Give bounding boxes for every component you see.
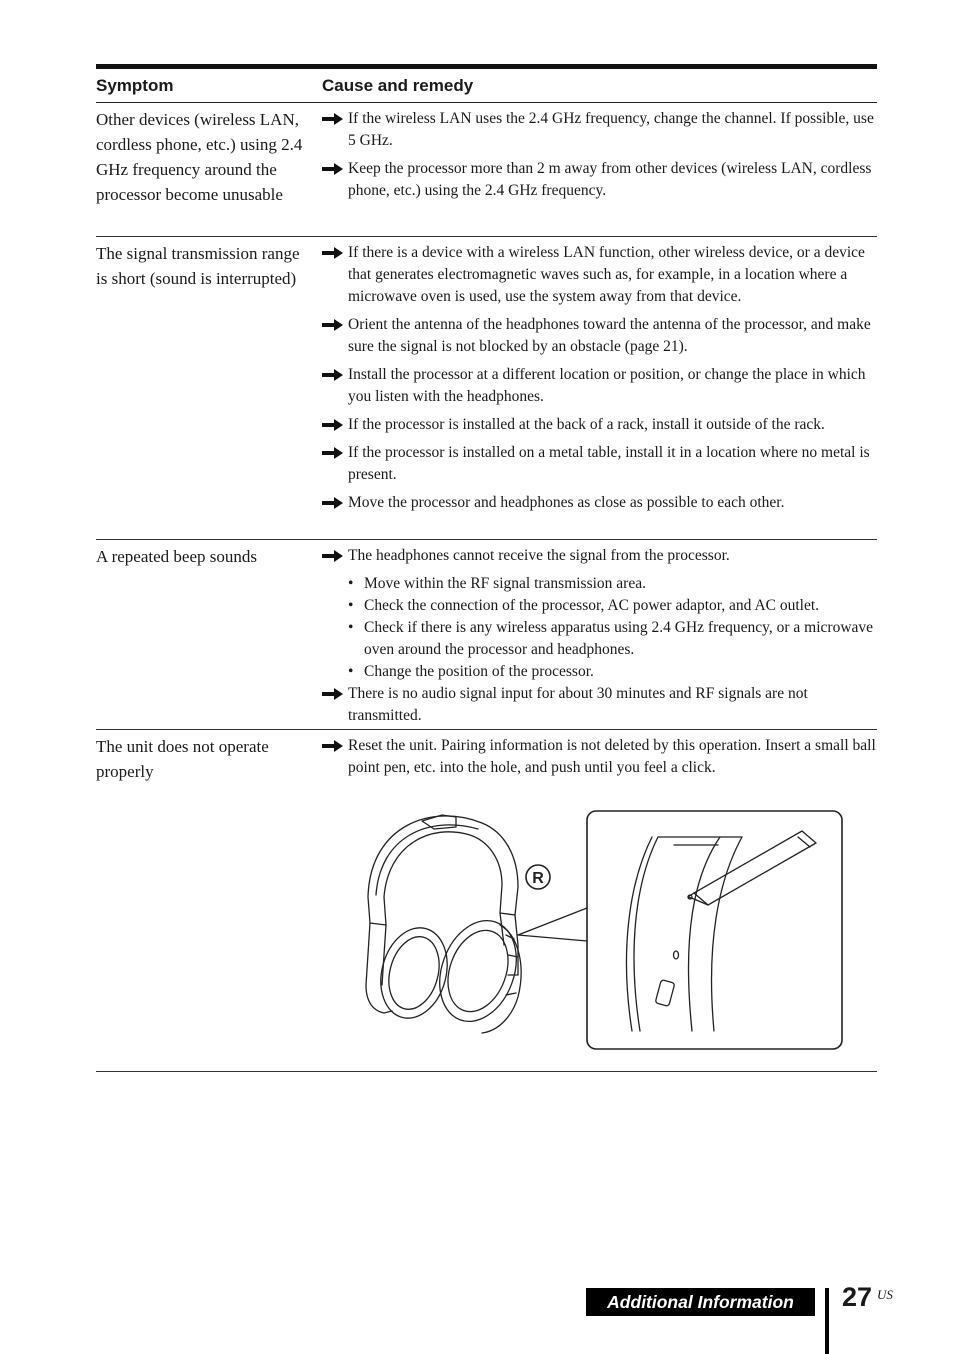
symptom-column-header: Symptom <box>96 75 174 95</box>
arrow-icon <box>322 162 344 176</box>
bullet-list <box>322 573 877 683</box>
table-row <box>96 730 877 1072</box>
remedy-item: If there is a device with a wireless LAN function, other wireless device, or a device that generates electromagnetic waves such as, for example, in a location where a microwave oven is used, use the system away from that device. <box>322 242 877 308</box>
cause-column-header: Cause and remedy <box>322 75 474 95</box>
arrow-icon <box>322 112 344 126</box>
symptom-cell: The unit does not operate properly <box>96 737 269 781</box>
page-suffix: US <box>877 1287 893 1302</box>
table-header-row <box>96 69 877 103</box>
remedy-item: There is no audio signal input for about 30 minutes and RF signals are not transmitted. <box>322 683 877 727</box>
table-row <box>96 540 877 730</box>
remedy-item: Keep the processor more than 2 m away from other devices (wireless LAN, cordless phone, etc.) using the 2.4 GHz frequency. <box>322 158 877 202</box>
arrow-icon <box>322 739 344 753</box>
page-number: 27 <box>842 1282 873 1312</box>
bullet-item: • Move within the RF signal transmission area. <box>348 575 646 592</box>
pen-icon <box>694 831 816 905</box>
arrow-icon <box>322 687 344 701</box>
section-label: Additional Information <box>586 1288 815 1316</box>
remedy-item: If the processor is installed at the back of a rack, install it outside of the rack. <box>322 414 877 436</box>
remedy-cell <box>322 730 877 1071</box>
bullet-item: • Check if there is any wireless apparatus using 2.4 GHz frequency, or a microwave oven around the processor and headphones. <box>348 619 874 658</box>
remedy-item: If the processor is installed on a metal table, install it in a location where no metal is present. <box>322 442 877 486</box>
remedy-item: Move the processor and headphones as close as possible to each other. <box>322 492 877 514</box>
remedy-item: Orient the antenna of the headphones toward the antenna of the processor, and make sure the signal is not blocked by an obstacle (page 21). <box>322 314 877 358</box>
table-row <box>96 103 877 237</box>
zoom-detail <box>626 831 816 1031</box>
headphones-icon <box>366 815 530 1033</box>
arrow-icon <box>322 368 344 382</box>
symptom-cell: A repeated beep sounds <box>96 547 257 566</box>
callout-line <box>518 935 587 941</box>
arrow-icon <box>322 446 344 460</box>
remedy-item: Reset the unit. Pairing information is not deleted by this operation. Insert a small ball point pen, etc. into the hole, and push until you feel a click. <box>322 735 877 779</box>
arrow-icon <box>322 418 344 432</box>
arrow-icon <box>322 496 344 510</box>
troubleshooting-table <box>96 64 877 1072</box>
remedy-cell <box>322 103 877 236</box>
symptom-cell: Other devices (wireless LAN, cordless phone, etc.) using 2.4 GHz frequency around the processor become unusable <box>96 110 303 204</box>
arrow-icon <box>322 549 344 563</box>
remedy-cell <box>322 237 877 539</box>
remedy-item: Install the processor at a different location or position, or change the place in which you listen with the headphones. <box>322 364 877 408</box>
footer-divider <box>825 1288 829 1354</box>
remedy-cell <box>322 540 877 729</box>
bullet-item: • Check the connection of the processor, AC power adaptor, and AC outlet. <box>348 597 820 614</box>
arrow-icon <box>322 318 344 332</box>
callout-line <box>518 908 587 935</box>
symptom-cell: The signal transmission range is short (sound is interrupted) <box>96 244 300 288</box>
arrow-icon <box>322 246 344 260</box>
reset-illustration <box>322 785 877 1061</box>
remedy-item: The headphones cannot receive the signal from the processor. <box>322 545 877 567</box>
remedy-item: If the wireless LAN uses the 2.4 GHz frequency, change the channel. If possible, use 5 GHz. <box>322 108 877 152</box>
headphones-reset-figure <box>322 785 877 1061</box>
bullet-item: • Change the position of the processor. <box>348 663 594 680</box>
reset-mark-label: R <box>532 870 544 887</box>
table-row <box>96 237 877 540</box>
